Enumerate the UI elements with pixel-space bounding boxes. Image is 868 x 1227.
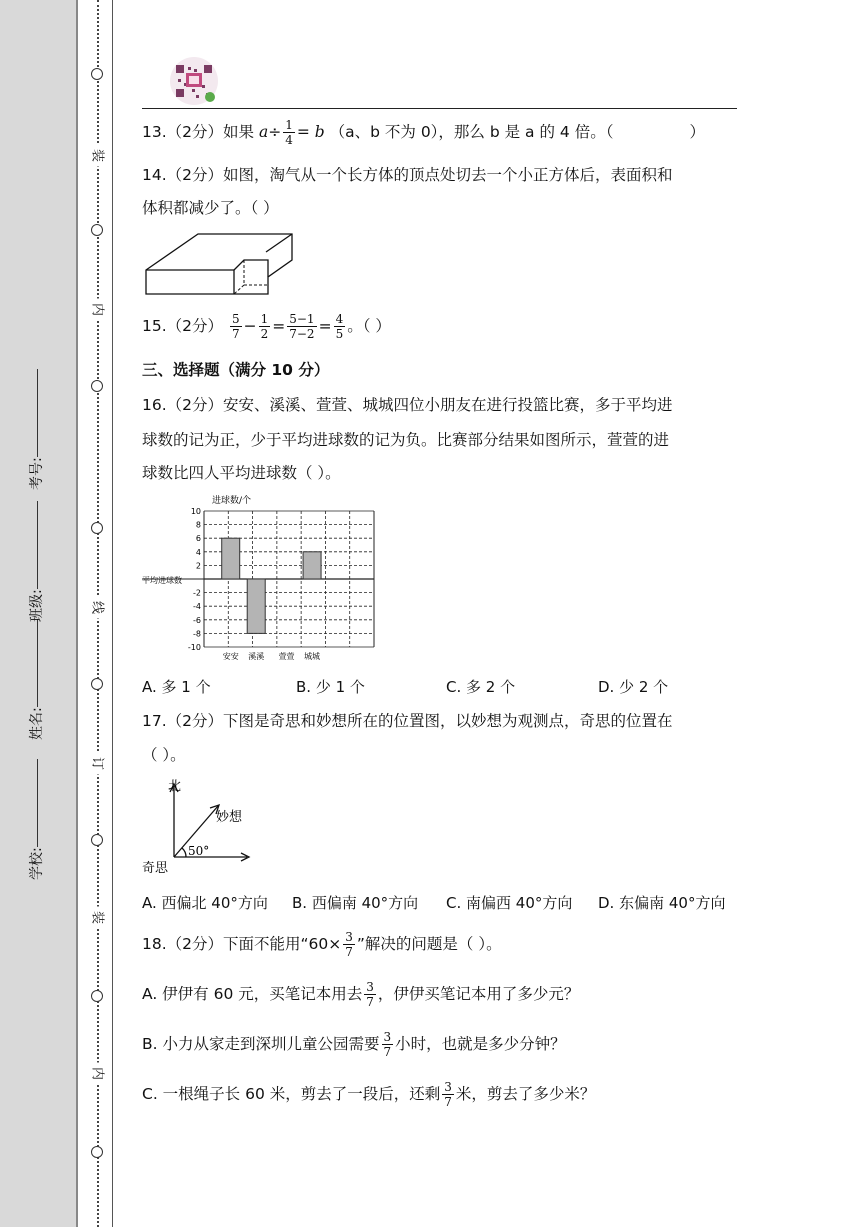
question-17-line1: 17.（2分）下图是奇思和妙想所在的位置图，以妙想为观测点，奇思的位置在 <box>142 712 673 730</box>
question-16-line3: 球数比四人平均进球数（ ）。 <box>142 464 341 482</box>
question-14-line1: 14.（2分）如图，淘气从一个长方体的顶点处切去一个小正方体后，表面积和 <box>142 166 673 184</box>
chart-tick-label: 10 <box>190 507 201 516</box>
exam-number-field: 考号: <box>26 369 46 490</box>
origin-label: 奇思 <box>142 861 169 874</box>
target-label: 妙想 <box>216 810 243 825</box>
margin-line <box>112 0 113 1227</box>
option-c[interactable]: C. 一根绳子长 60 米，剪去了一段后，还剩 $\frac{3}{7}$ 米，剪去了多少米？ <box>142 1080 596 1109</box>
option-b[interactable]: B. 小力从家走到深圳儿童公园需要 $\frac{3}{7}$ 小时，也就是多少分钟？ <box>142 1030 566 1059</box>
binding-char: 内 <box>90 299 109 321</box>
angle-label: 50° <box>188 844 210 858</box>
binding-char: 装 <box>90 145 109 167</box>
chart-tick-label: -10 <box>187 643 201 652</box>
question-16-line1: 16.（2分）安安、溪溪、萱萱、城城四位小朋友在进行投篮比赛，多于平均进 <box>142 396 673 414</box>
chart-tick-label: -4 <box>193 602 201 612</box>
cuboid-figure <box>142 230 297 300</box>
option-c[interactable]: C. 南偏西 40°方向 <box>446 894 573 912</box>
question-13: 13.（2分）如果 a÷ $\frac{1}{4}$ = b （a、b 不为 0），那么 b 是 a 的 4 倍。（ ） <box>142 118 705 147</box>
option-a[interactable]: A. 西偏北 40°方向 <box>142 894 268 912</box>
chart-tick-label: -2 <box>193 588 201 598</box>
binding-hole <box>91 68 103 80</box>
question-16-line2: 球数的记为正，少于平均进球数的记为负。比赛部分结果如图所示，萱萱的进 <box>142 431 670 449</box>
chart-tick-label: -8 <box>193 629 201 639</box>
school-field: 学校: <box>26 759 46 880</box>
chart-bar <box>303 552 321 579</box>
binding-char: 线 <box>90 597 109 619</box>
binding-hole <box>91 678 103 690</box>
chart-tick-label: -6 <box>193 615 201 625</box>
question-18: 18.（2分）下面不能用“60× $\frac{3}{7}$ ”解决的问题是（ ）。 <box>142 930 502 959</box>
binding-hole <box>91 834 103 846</box>
option-a[interactable]: A. 多 1 个 <box>142 678 211 696</box>
question-15: 15.（2分） $\frac{5}{7}$ − $\frac{1}{2}$ = $\frac{5-1}{7-2}$ = $\frac{4}{5}$ 。（ ） <box>142 312 391 341</box>
chart-bar <box>222 538 240 579</box>
north-label: 北 <box>168 779 182 794</box>
qr-code-icon <box>166 55 222 107</box>
chart-tick-label: 8 <box>195 520 201 530</box>
chart-category-label: 城城 <box>304 652 321 661</box>
name-field: 姓名: <box>26 619 46 740</box>
chart-baseline-label: 平均进球数 <box>142 576 182 585</box>
option-b[interactable]: B. 西偏南 40°方向 <box>292 894 419 912</box>
binding-hole <box>91 380 103 392</box>
chart-ylabel: 进球数/个 <box>212 496 252 506</box>
option-c[interactable]: C. 多 2 个 <box>446 678 516 696</box>
binding-hole <box>91 224 103 236</box>
option-a[interactable]: A. 伊伊有 60 元，买笔记本用去 $\frac{3}{7}$ ，伊伊买笔记本用了多少元？ <box>142 980 580 1009</box>
chart-tick-label: 6 <box>195 534 201 544</box>
section-heading: 三、选择题（满分 10 分） <box>142 361 330 379</box>
chart-category-label: 溪溪 <box>248 652 265 661</box>
class-field: 班级: <box>26 501 46 622</box>
fraction: $\frac{1}{4}$ <box>285 118 293 147</box>
binding-hole <box>91 1146 103 1158</box>
binding-hole <box>91 522 103 534</box>
binding-char: 内 <box>90 1063 109 1085</box>
question-14-line2: 体积都减少了。（ ） <box>142 199 279 217</box>
binding-char: 装 <box>90 907 109 929</box>
chart-tick-label: 2 <box>195 561 201 571</box>
binding-char: 订 <box>90 753 109 775</box>
chart-category-label: 安安 <box>222 652 239 661</box>
chart-tick-label: 4 <box>195 547 201 557</box>
chart-category-label: 萱萱 <box>278 652 295 661</box>
header-rule <box>142 108 737 109</box>
bar-chart <box>142 492 387 664</box>
question-17-line2: （ ）。 <box>142 746 186 764</box>
chart-bar <box>247 579 265 633</box>
option-d[interactable]: D. 东偏南 40°方向 <box>598 894 726 912</box>
option-b[interactable]: B. 少 1 个 <box>296 678 365 696</box>
option-d[interactable]: D. 少 2 个 <box>598 678 669 696</box>
direction-diagram <box>142 774 257 874</box>
binding-hole <box>91 990 103 1002</box>
